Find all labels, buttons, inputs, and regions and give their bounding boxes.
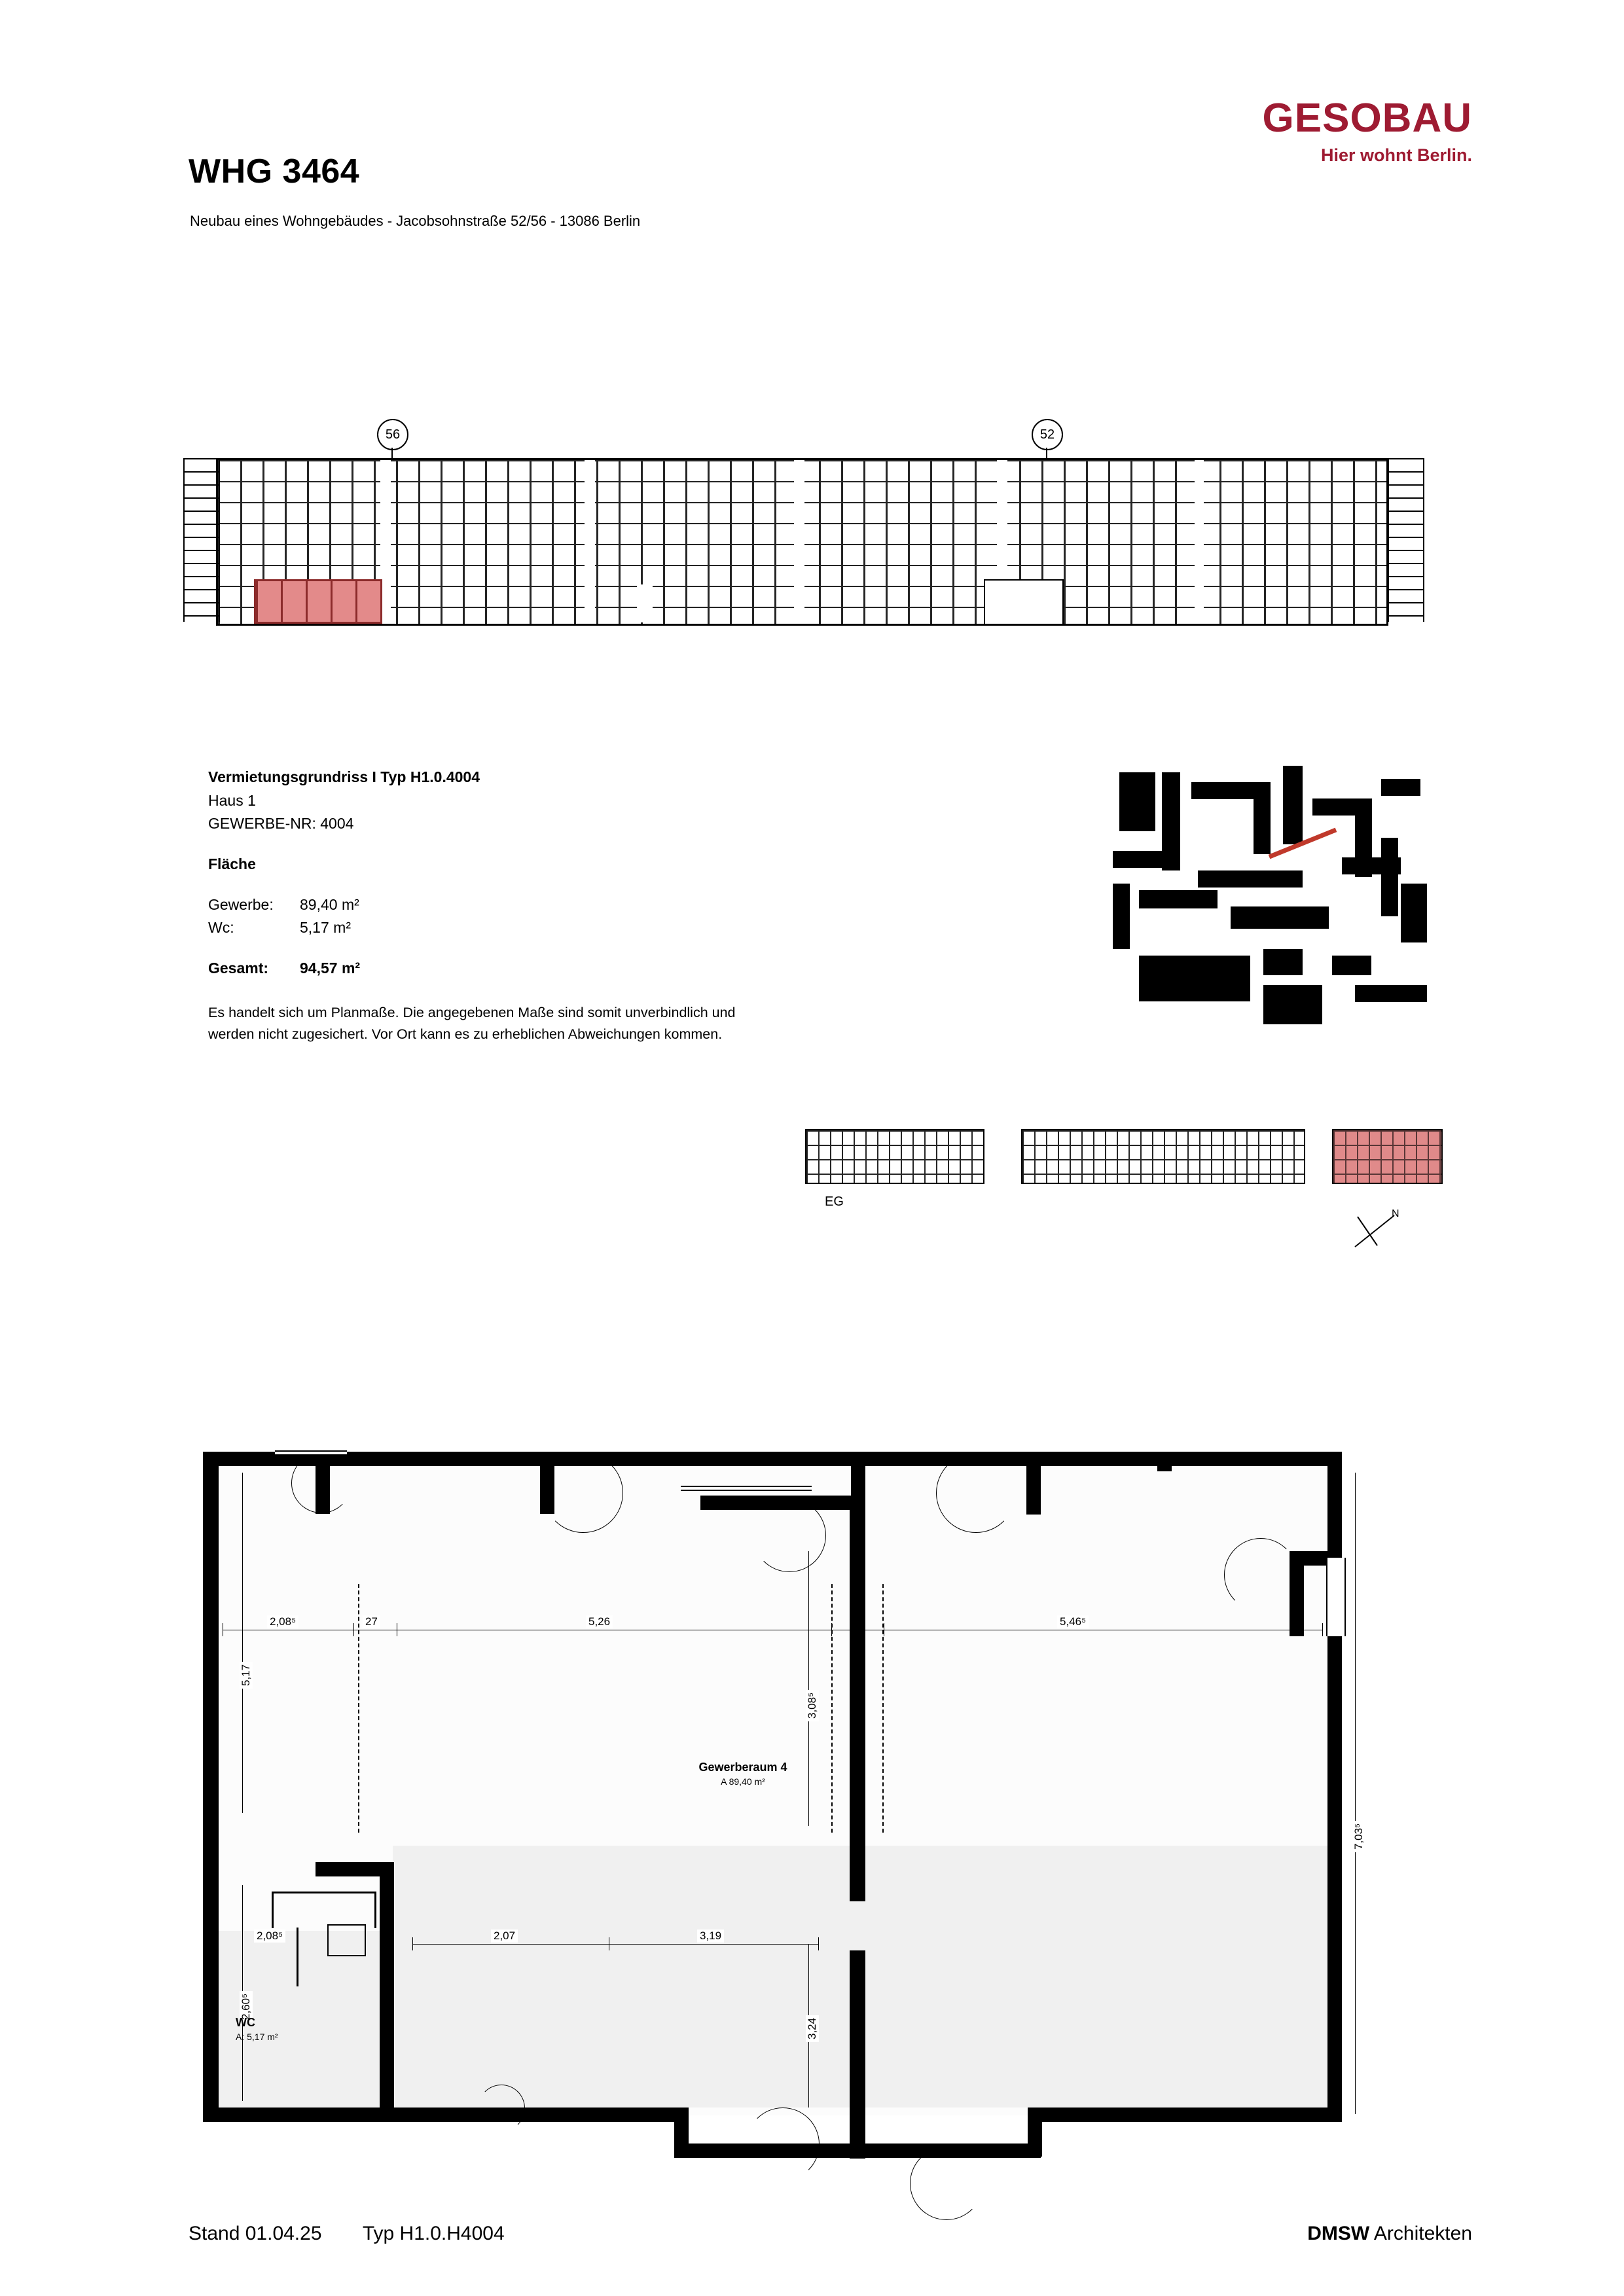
key-plan-floor bbox=[1021, 1129, 1305, 1184]
dim-top-1: 2,08⁵ bbox=[267, 1615, 298, 1628]
info-heading: Vermietungsgrundriss I Typ H1.0.4004 bbox=[208, 768, 480, 785]
fixture-line bbox=[272, 1892, 376, 1893]
fixture-line-3 bbox=[374, 1892, 376, 1928]
door-arc-7 bbox=[910, 2147, 983, 2220]
footer-left bbox=[189, 2223, 505, 2245]
key-plan-section bbox=[805, 1129, 984, 1184]
info-house: Haus 1 bbox=[208, 791, 256, 809]
door-arc-1 bbox=[291, 1453, 352, 1513]
disclaimer-text: Es handelt sich um Planmaße. Die angegebenen Maße sind somit unverbindlich und werden nicht zugesichert. Vor Ort kann es zu erheblichen Abweichungen kommen. bbox=[208, 1005, 736, 1042]
architect-name: DMSW bbox=[1307, 2223, 1370, 2244]
north-arrow bbox=[1348, 1208, 1407, 1260]
room-area-gewerbe: A 89,40 m² bbox=[721, 1776, 765, 1787]
dim-mid-1: 3,08⁵ bbox=[806, 1690, 819, 1721]
wall-partition-center-lower bbox=[850, 1950, 865, 2159]
gesobau-logo bbox=[1263, 98, 1472, 166]
door-arc-6 bbox=[746, 2108, 820, 2181]
door-arc-2 bbox=[543, 1453, 623, 1533]
info-area-heading: Fläche bbox=[208, 855, 256, 872]
wall-pier-4 bbox=[1026, 1452, 1041, 1515]
wall-left bbox=[203, 1452, 219, 2119]
footer-typ: Typ H1.0.H4004 bbox=[362, 2223, 505, 2244]
svg-text:N: N bbox=[1392, 1208, 1399, 1219]
footer-stand: Stand 01.04.25 bbox=[189, 2223, 322, 2244]
key-plans bbox=[805, 1129, 1440, 1208]
wall-bottom-left bbox=[203, 2108, 687, 2122]
room-label-gewerbe bbox=[635, 1761, 851, 1788]
column-dashed-1 bbox=[358, 1584, 359, 1833]
highlighted-unit bbox=[254, 579, 382, 624]
column-dashed-2 bbox=[831, 1584, 833, 1833]
area-row-gewerbe bbox=[208, 893, 797, 917]
dim-mid-2: 3,24 bbox=[806, 2015, 819, 2042]
page-subtitle: Neubau eines Wohngebäudes - Jacobsohnstraße 52/56 - 13086 Berlin bbox=[190, 213, 641, 229]
logo-wordmark: GESOBAU bbox=[1262, 96, 1472, 141]
site-highlight bbox=[1269, 828, 1337, 859]
logo-tagline: Hier wohnt Berlin. bbox=[1320, 145, 1472, 165]
dim-left-2: 2,60⁵ bbox=[240, 1991, 253, 2022]
area-value-gewerbe: 89,40 m² bbox=[300, 895, 359, 913]
dim-bottom-3: 3,19 bbox=[697, 1929, 724, 1943]
door-arc-5 bbox=[1224, 1538, 1297, 1611]
architect-suffix: Architekten bbox=[1369, 2223, 1472, 2244]
info-unit-number: GEWERBE-NR: 4004 bbox=[208, 815, 354, 833]
page-title: WHG 3464 bbox=[189, 152, 360, 190]
key-plan-highlight bbox=[1332, 1129, 1443, 1184]
fixture-line-4 bbox=[297, 1928, 298, 1986]
dim-bottom-1: 2,08⁵ bbox=[254, 1929, 285, 1943]
area-row-total bbox=[208, 957, 797, 980]
elevation-entrance bbox=[984, 579, 1064, 625]
area-label-wc: Wc: bbox=[208, 919, 234, 937]
area-label-gewerbe: Gewerbe: bbox=[208, 895, 274, 913]
total-label: Gesamt: bbox=[208, 959, 269, 977]
dim-top-3: 5,26 bbox=[586, 1615, 613, 1628]
unit-info-block bbox=[208, 766, 797, 1045]
window-right bbox=[1326, 1558, 1346, 1636]
wall-wc-right bbox=[380, 1862, 394, 2121]
room-name-gewerbe: Gewerberaum 4 bbox=[698, 1761, 787, 1774]
dim-bottom-2: 2,07 bbox=[491, 1929, 518, 1943]
fixture-line-2 bbox=[272, 1892, 274, 1928]
room-label-wc bbox=[236, 2016, 353, 2043]
building-elevation bbox=[183, 419, 1427, 635]
elevation-frame bbox=[216, 458, 1388, 626]
key-plan-level-label: EG bbox=[825, 1194, 844, 1209]
window-top-2 bbox=[681, 1486, 812, 1491]
wall-partition-center bbox=[850, 1496, 865, 1901]
dim-left-1: 5,17 bbox=[240, 1662, 253, 1689]
stair-left-icon bbox=[183, 458, 220, 622]
elevation-gap bbox=[637, 584, 653, 622]
elevation-divider bbox=[585, 460, 595, 624]
area-value-wc: 5,17 m² bbox=[300, 919, 351, 937]
unit-hatch bbox=[256, 581, 380, 622]
dim-top-2: 27 bbox=[363, 1615, 380, 1628]
axis-bubble-56: 56 bbox=[377, 419, 408, 450]
area-row-wc bbox=[208, 916, 797, 940]
room-name-wc: WC bbox=[236, 2016, 255, 2029]
floor-plan bbox=[177, 1433, 1447, 2173]
wc-fixture bbox=[327, 1924, 366, 1956]
total-value: 94,57 m² bbox=[300, 959, 361, 977]
wall-top-right bbox=[1039, 1452, 1170, 1466]
axis-bubble-52: 52 bbox=[1032, 419, 1063, 450]
wall-pier-5 bbox=[1157, 1452, 1172, 1471]
dim-right-1: 7,03⁵ bbox=[1352, 1821, 1365, 1852]
elevation-divider bbox=[1195, 460, 1204, 624]
wall-bottom-right bbox=[1028, 2108, 1342, 2122]
footer-architect bbox=[1307, 2223, 1472, 2245]
room-area-wc: A: 5,17 m² bbox=[236, 2032, 278, 2042]
stair-right-icon bbox=[1388, 458, 1424, 622]
column-dashed-3 bbox=[882, 1584, 884, 1833]
door-arc-4 bbox=[936, 1453, 1016, 1533]
dim-top-4: 5,46⁵ bbox=[1057, 1615, 1089, 1628]
site-map bbox=[1100, 759, 1440, 1034]
door-arc-8 bbox=[478, 2085, 525, 2132]
door-arc-3 bbox=[753, 1499, 826, 1572]
elevation-divider bbox=[794, 460, 804, 624]
